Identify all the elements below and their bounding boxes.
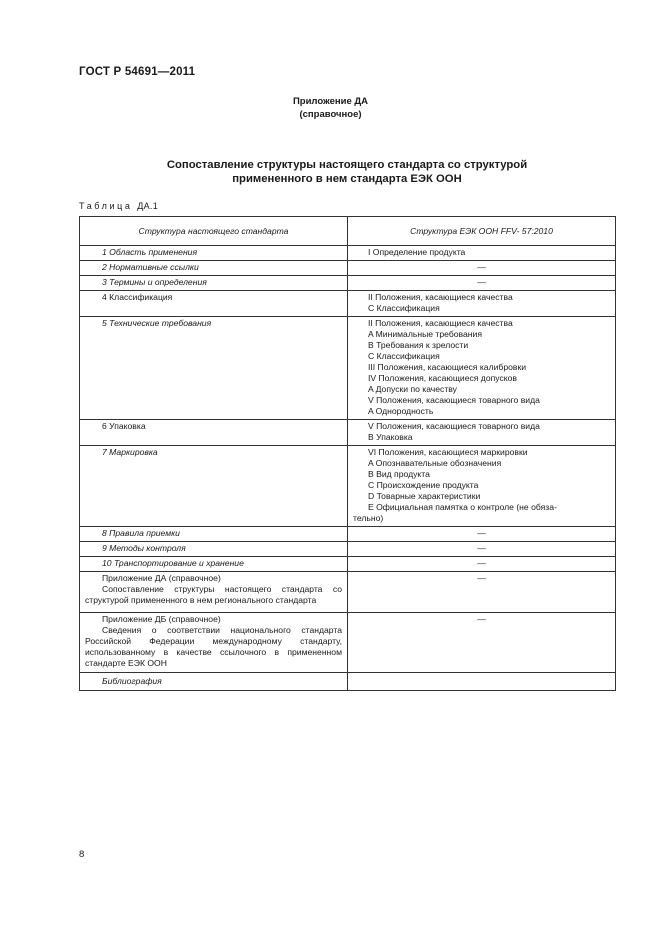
row-right: — [348, 276, 616, 291]
table-row [80, 317, 616, 420]
row-right-line: A Однородность [368, 406, 434, 416]
row-right-line: VI Положения, касающиеся маркировки [368, 447, 528, 457]
document-header: ГОСТ Р 54691—2011 [79, 66, 196, 78]
row-right-line: E Официальная памятка о контроле (не обяза- [368, 502, 557, 512]
header-left: Структура настоящего стандарта [80, 217, 348, 246]
annex-db-title: Приложение ДБ (справочное) [102, 614, 221, 624]
row-right-line: B Упаковка [368, 432, 413, 442]
annex-subtitle: (справочное) [299, 109, 362, 120]
annex-da-title: Приложение ДА (справочное) [102, 573, 221, 583]
table-row [80, 246, 616, 261]
row-left: 7 Маркировка [80, 446, 348, 527]
annex-db-right: — [348, 613, 616, 673]
row-right-line: A Допуски по качеству [368, 384, 457, 394]
row-left: 5 Технические требования [80, 317, 348, 420]
row-right [348, 246, 616, 261]
table-row-annex-db [80, 613, 616, 673]
row-right-line: C Классификация [368, 351, 440, 361]
table-row [80, 261, 616, 276]
row-right-line: IV Положения, касающиеся допусков [368, 373, 517, 383]
row-right [348, 317, 616, 420]
row-right-line: D Товарные характеристики [368, 491, 481, 501]
row-right-line: II Положения, касающиеся качества [368, 292, 513, 302]
table-row [80, 276, 616, 291]
row-left: 3 Термины и определения [80, 276, 348, 291]
row-left: 2 Нормативные ссылки [80, 261, 348, 276]
row-left: 4 Классификация [80, 291, 348, 317]
annex-da-cell [80, 572, 348, 613]
table-row [80, 291, 616, 317]
row-right: — [348, 557, 616, 572]
row-right-line: A Минимальные требования [368, 329, 482, 339]
annex-da-body: Сопоставление структуры настоящего стандарта со структурой примененного в нем регионального стандарта [85, 584, 342, 605]
row-right-line: II Положения, касающиеся качества [368, 318, 513, 328]
table-caption [79, 201, 158, 211]
header-right: Структура ЕЭК ООН FFV- 57:2010 [348, 217, 616, 246]
annex-heading [0, 95, 661, 121]
row-right-line: B Требования к зрелости [368, 340, 469, 350]
annex-da-right: — [348, 572, 616, 613]
row-right [348, 291, 616, 317]
row-right: — [348, 542, 616, 557]
table-row [80, 527, 616, 542]
table-caption-word: Таблица [79, 201, 133, 211]
row-right-line: C Происхождение продукта [368, 480, 479, 490]
row-left: 9 Методы контроля [80, 542, 348, 557]
row-right-line: C Классификация [368, 303, 440, 313]
table-caption-number: ДА.1 [137, 201, 159, 211]
row-right [348, 446, 616, 527]
row-right: — [348, 527, 616, 542]
row-right-line: тельно) [353, 513, 384, 523]
row-right [348, 420, 616, 446]
bibliography-cell: Библиография [80, 673, 348, 691]
row-right-line: V Положения, касающиеся товарного вида [368, 421, 540, 431]
table-row [80, 542, 616, 557]
page-title [0, 158, 661, 186]
comparison-table [79, 216, 616, 691]
row-left: 6 Упаковка [80, 420, 348, 446]
row-right-line: V Положения, касающиеся товарного вида [368, 395, 540, 405]
table-row [80, 557, 616, 572]
row-left: 8 Правила приемки [80, 527, 348, 542]
table-row-bibliography [80, 673, 616, 691]
table-row [80, 446, 616, 527]
bibliography-right [348, 673, 616, 691]
table-header-row [80, 217, 616, 246]
annex-db-body: Сведения о соответствии национального стандарта Российской Федерации международному стандарту, использованному в качестве ссылочного в примененном стандарте ЕЭК ООН [85, 625, 342, 668]
table-row [80, 420, 616, 446]
row-left: 10 Транспортирование и хранение [80, 557, 348, 572]
row-right-line: A Опознавательные обозначения [368, 458, 502, 468]
annex-db-cell [80, 613, 348, 673]
row-right-line: B Вид продукта [368, 469, 430, 479]
page-title-line1: Сопоставление структуры настоящего стандарта со структурой [166, 159, 528, 171]
table-row-annex-da [80, 572, 616, 613]
row-right-line: III Положения, касающиеся калибровки [368, 362, 527, 372]
row-right: — [348, 261, 616, 276]
annex-title: Приложение ДА [292, 96, 369, 107]
row-right-line: I Определение продукта [368, 247, 466, 257]
page-title-line2: примененного в нем стандарта ЕЭК ООН [232, 173, 462, 185]
page-number: 8 [79, 849, 85, 860]
row-left: 1 Область применения [80, 246, 348, 261]
